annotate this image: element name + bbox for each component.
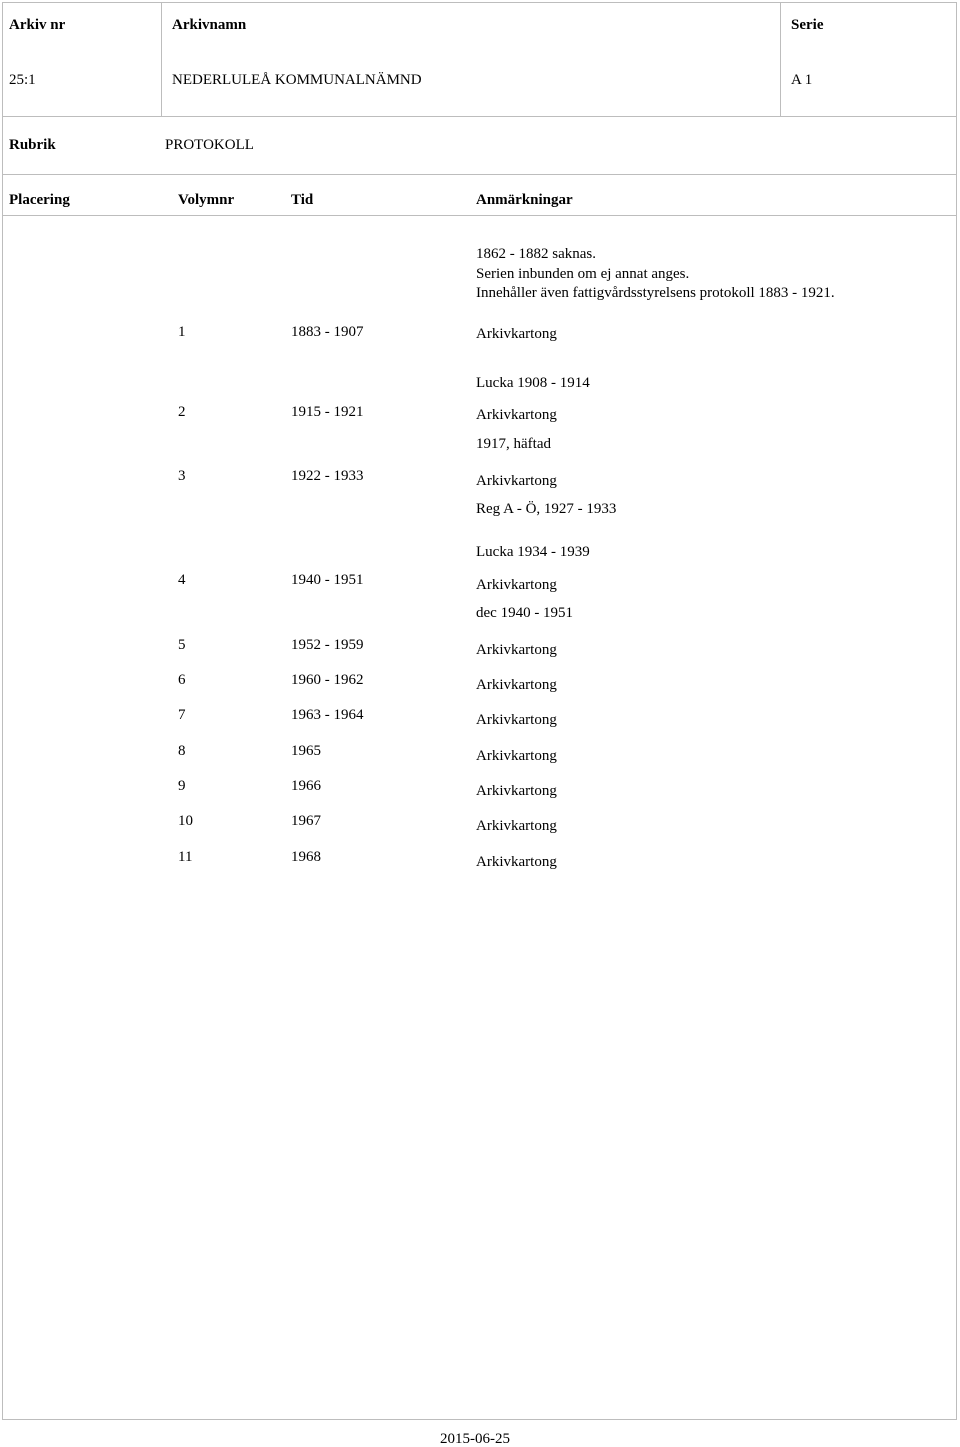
note-line-3: Innehåller även fattigvårdsstyrelsens protokoll 1883 - 1921. <box>476 285 835 301</box>
volume-extra-note: Reg A - Ö, 1927 - 1933 <box>476 501 617 517</box>
volume-number: 2 <box>178 404 186 420</box>
volume-note: Arkivkartong <box>476 473 557 489</box>
volume-note: Arkivkartong <box>476 577 557 593</box>
volume-period: 1940 - 1951 <box>291 572 364 588</box>
volume-period: 1960 - 1962 <box>291 672 364 688</box>
gap-note: Lucka 1908 - 1914 <box>476 375 590 391</box>
volume-number: 1 <box>178 324 186 340</box>
volume-period: 1883 - 1907 <box>291 324 364 340</box>
volume-extra-note: 1917, häftad <box>476 436 551 452</box>
volume-note: Arkivkartong <box>476 407 557 423</box>
serie-value: A 1 <box>791 72 813 88</box>
header-divider-1 <box>161 2 162 116</box>
volume-note: Arkivkartong <box>476 854 557 870</box>
volume-period: 1965 <box>291 743 321 759</box>
arkivnamn-label: Arkivnamn <box>172 17 247 33</box>
gap-note: Lucka 1934 - 1939 <box>476 544 590 560</box>
volume-note: Arkivkartong <box>476 642 557 658</box>
volume-period: 1915 - 1921 <box>291 404 364 420</box>
volume-note: Arkivkartong <box>476 783 557 799</box>
volume-period: 1922 - 1933 <box>291 468 364 484</box>
volume-number: 11 <box>178 849 193 865</box>
volume-note: Arkivkartong <box>476 818 557 834</box>
volume-period: 1952 - 1959 <box>291 637 364 653</box>
volume-note: Arkivkartong <box>476 748 557 764</box>
volume-number: 4 <box>178 572 186 588</box>
volume-note: Arkivkartong <box>476 712 557 728</box>
volume-period: 1963 - 1964 <box>291 707 364 723</box>
volume-number: 8 <box>178 743 186 759</box>
footer-date: 2015-06-25 <box>440 1431 510 1447</box>
arkivnamn-value: NEDERLULEÅ KOMMUNALNÄMND <box>172 72 422 88</box>
volume-number: 7 <box>178 707 186 723</box>
arkivnr-value: 25:1 <box>9 72 36 88</box>
serie-label: Serie <box>791 17 824 33</box>
volume-period: 1968 <box>291 849 321 865</box>
note-line-1: 1862 - 1882 saknas. <box>476 246 596 262</box>
volume-number: 6 <box>178 672 186 688</box>
header-divider-2 <box>780 2 781 116</box>
volume-period: 1966 <box>291 778 321 794</box>
volume-number: 10 <box>178 813 193 829</box>
volume-extra-note: dec 1940 - 1951 <box>476 605 574 621</box>
rubrik-value: PROTOKOLL <box>165 137 254 153</box>
columns-bottom-line <box>2 215 957 216</box>
volume-number: 5 <box>178 637 186 653</box>
volume-number: 3 <box>178 468 186 484</box>
column-placering: Placering <box>9 192 70 208</box>
note-line-2: Serien inbunden om ej annat anges. <box>476 266 690 282</box>
rubrik-bottom-line <box>2 174 957 175</box>
column-tid: Tid <box>291 192 314 208</box>
volume-note: Arkivkartong <box>476 326 557 342</box>
volume-period: 1967 <box>291 813 321 829</box>
column-volymnr: Volymnr <box>178 192 235 208</box>
rubrik-label: Rubrik <box>9 137 56 153</box>
column-anmarkningar: Anmärkningar <box>476 192 573 208</box>
header-bottom-line <box>2 116 957 117</box>
volume-number: 9 <box>178 778 186 794</box>
volume-note: Arkivkartong <box>476 677 557 693</box>
arkivnr-label: Arkiv nr <box>9 17 66 33</box>
